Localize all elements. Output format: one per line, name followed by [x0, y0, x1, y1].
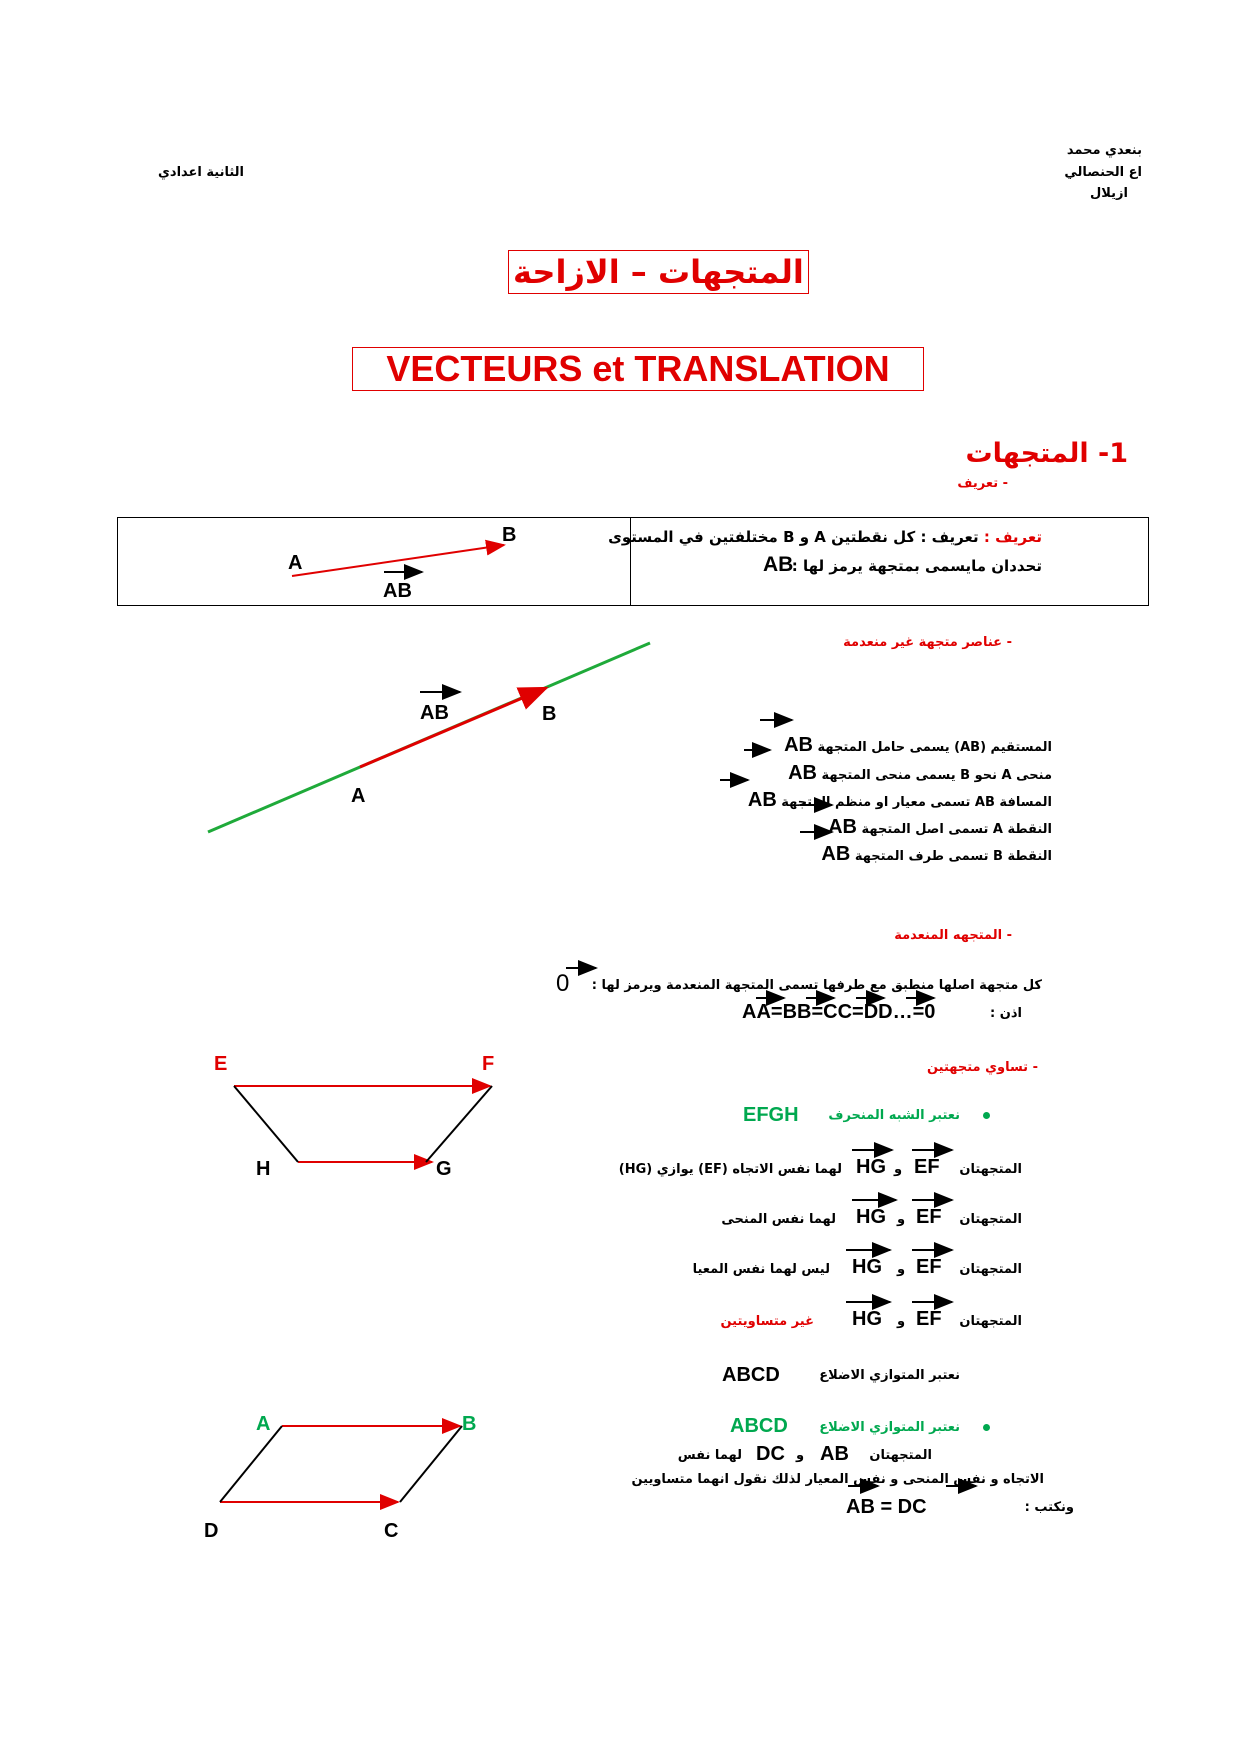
bullet-trapezoid: نعتبر الشبه المنحرف — [828, 1108, 960, 1123]
row3-and: و — [897, 1262, 906, 1277]
trap-label-f: F — [482, 1053, 495, 1075]
element-line-norm: المسافة AB تسمى معيار او منظم المتجهة AB — [747, 789, 1052, 811]
fig2-label-ab: AB — [420, 702, 449, 724]
null-vector-heading: - المتجهه المنعدمة — [894, 928, 1012, 943]
section-heading: 1- المتجهات — [965, 438, 1128, 469]
trap-label-e: E — [214, 1053, 228, 1075]
row4-text: غير متساويتين — [720, 1314, 814, 1329]
parallelogram-name: ABCD — [722, 1364, 780, 1386]
fig2-label-b: B — [542, 703, 557, 725]
para-row1-text: لهما نفس — [677, 1448, 742, 1463]
school-name: اع الحنصالي — [1064, 165, 1142, 180]
para-vec-ab: AB — [820, 1443, 849, 1465]
elements-heading: - عناصر متجهة غير منعدمة — [843, 635, 1012, 650]
para-row3-formula: AB = DC — [846, 1496, 927, 1518]
element-line-support: المستقيم (AB) يسمى حامل المتجهة AB — [784, 734, 1052, 756]
author-name: بنعدي محمد — [1066, 143, 1142, 158]
title-french: VECTEURS et TRANSLATION — [352, 347, 924, 391]
zero-vector-symbol: 0 — [556, 970, 570, 997]
row3-text: ليس لهما نفس المعيا — [692, 1262, 830, 1277]
row4-and: و — [897, 1314, 906, 1329]
para-label-d: D — [204, 1520, 219, 1542]
para-and: و — [796, 1448, 805, 1463]
trapezoid-name: EFGH — [743, 1104, 799, 1126]
row4-label: المتجهتان — [959, 1314, 1022, 1329]
consider-parallelogram: نعتبر المتوازي الاضلاع — [819, 1368, 960, 1383]
definition-subheading: - تعريف — [957, 476, 1008, 491]
para-row1-label: المتجهتان — [869, 1448, 932, 1463]
row2-vec-ef: EF — [916, 1206, 942, 1228]
title-arabic: المتجهات – الازاحة — [508, 250, 809, 294]
para-row2-text: الاتجاه و نفس المنحى و نفس المعيار لذلك نقول انهما متساويين — [631, 1472, 1044, 1487]
fig2-label-a: A — [351, 785, 366, 807]
para-vec-dc: DC — [756, 1443, 785, 1465]
bullet-parallelogram-name: ABCD — [730, 1415, 788, 1437]
row3-label: المتجهتان — [959, 1262, 1022, 1277]
equality-heading: - تساوي متجهتين — [926, 1060, 1038, 1075]
row1-vec-hg: HG — [856, 1156, 886, 1178]
row2-text: لهما نفس المنحى — [721, 1212, 836, 1227]
row1-text: لهما نفس الاتجاه (EF) يوازي (HG) — [618, 1162, 842, 1177]
null-vector-then: اذن : — [990, 1006, 1022, 1021]
para-label-a: A — [256, 1413, 271, 1435]
para-row3-label: ونكتب : — [1024, 1500, 1074, 1515]
element-line-direction: منحى A نحو B يسمى منحى المتجهة AB — [788, 762, 1052, 784]
trap-label-h: H — [256, 1158, 271, 1180]
row3-vec-hg: HG — [852, 1256, 882, 1278]
class-level: الثانية اعدادي — [158, 165, 245, 180]
row2-label: المتجهتان — [959, 1212, 1022, 1227]
row1-and: و — [894, 1162, 903, 1177]
row4-vec-ef: EF — [916, 1308, 942, 1330]
trap-label-g: G — [436, 1158, 452, 1180]
fig1-label-ab: AB — [383, 580, 412, 602]
row4-vec-hg: HG — [852, 1308, 882, 1330]
null-vector-formula: AA=BB=CC=DD…=0 — [742, 1001, 936, 1023]
definition-line-1: تعريف : تعريف : كل نقطتين A و B مختلفتين في المستوى — [608, 528, 1042, 546]
fig1-label-a: A — [288, 552, 303, 574]
row2-vec-hg: HG — [856, 1206, 886, 1228]
fig1-label-b: B — [502, 524, 517, 546]
city-name: ازيلال — [1090, 186, 1128, 201]
element-line-origin: النقطة A تسمى اصل المتجهة AB — [828, 816, 1052, 838]
para-label-c: C — [384, 1520, 399, 1542]
row2-and: و — [897, 1212, 906, 1227]
row3-vec-ef: EF — [916, 1256, 942, 1278]
para-label-b: B — [462, 1413, 477, 1435]
definition-symbol: AB — [763, 553, 794, 576]
definition-line-2: تحددان مايسمى بمتجهة يرمز لها : — [791, 557, 1042, 575]
row1-vec-ef: EF — [914, 1156, 940, 1178]
row1-label: المتجهتان — [959, 1162, 1022, 1177]
element-line-endpoint: النقطة B تسمى طرف المتجهة AB — [821, 843, 1052, 865]
null-vector-definition: كل متجهة اصلها منطبق مع طرفها تسمى المتجهة المنعدمة ويرمز لها : — [591, 978, 1042, 993]
bullet-parallelogram: نعتبر المتوازي الاضلاع — [819, 1420, 960, 1435]
